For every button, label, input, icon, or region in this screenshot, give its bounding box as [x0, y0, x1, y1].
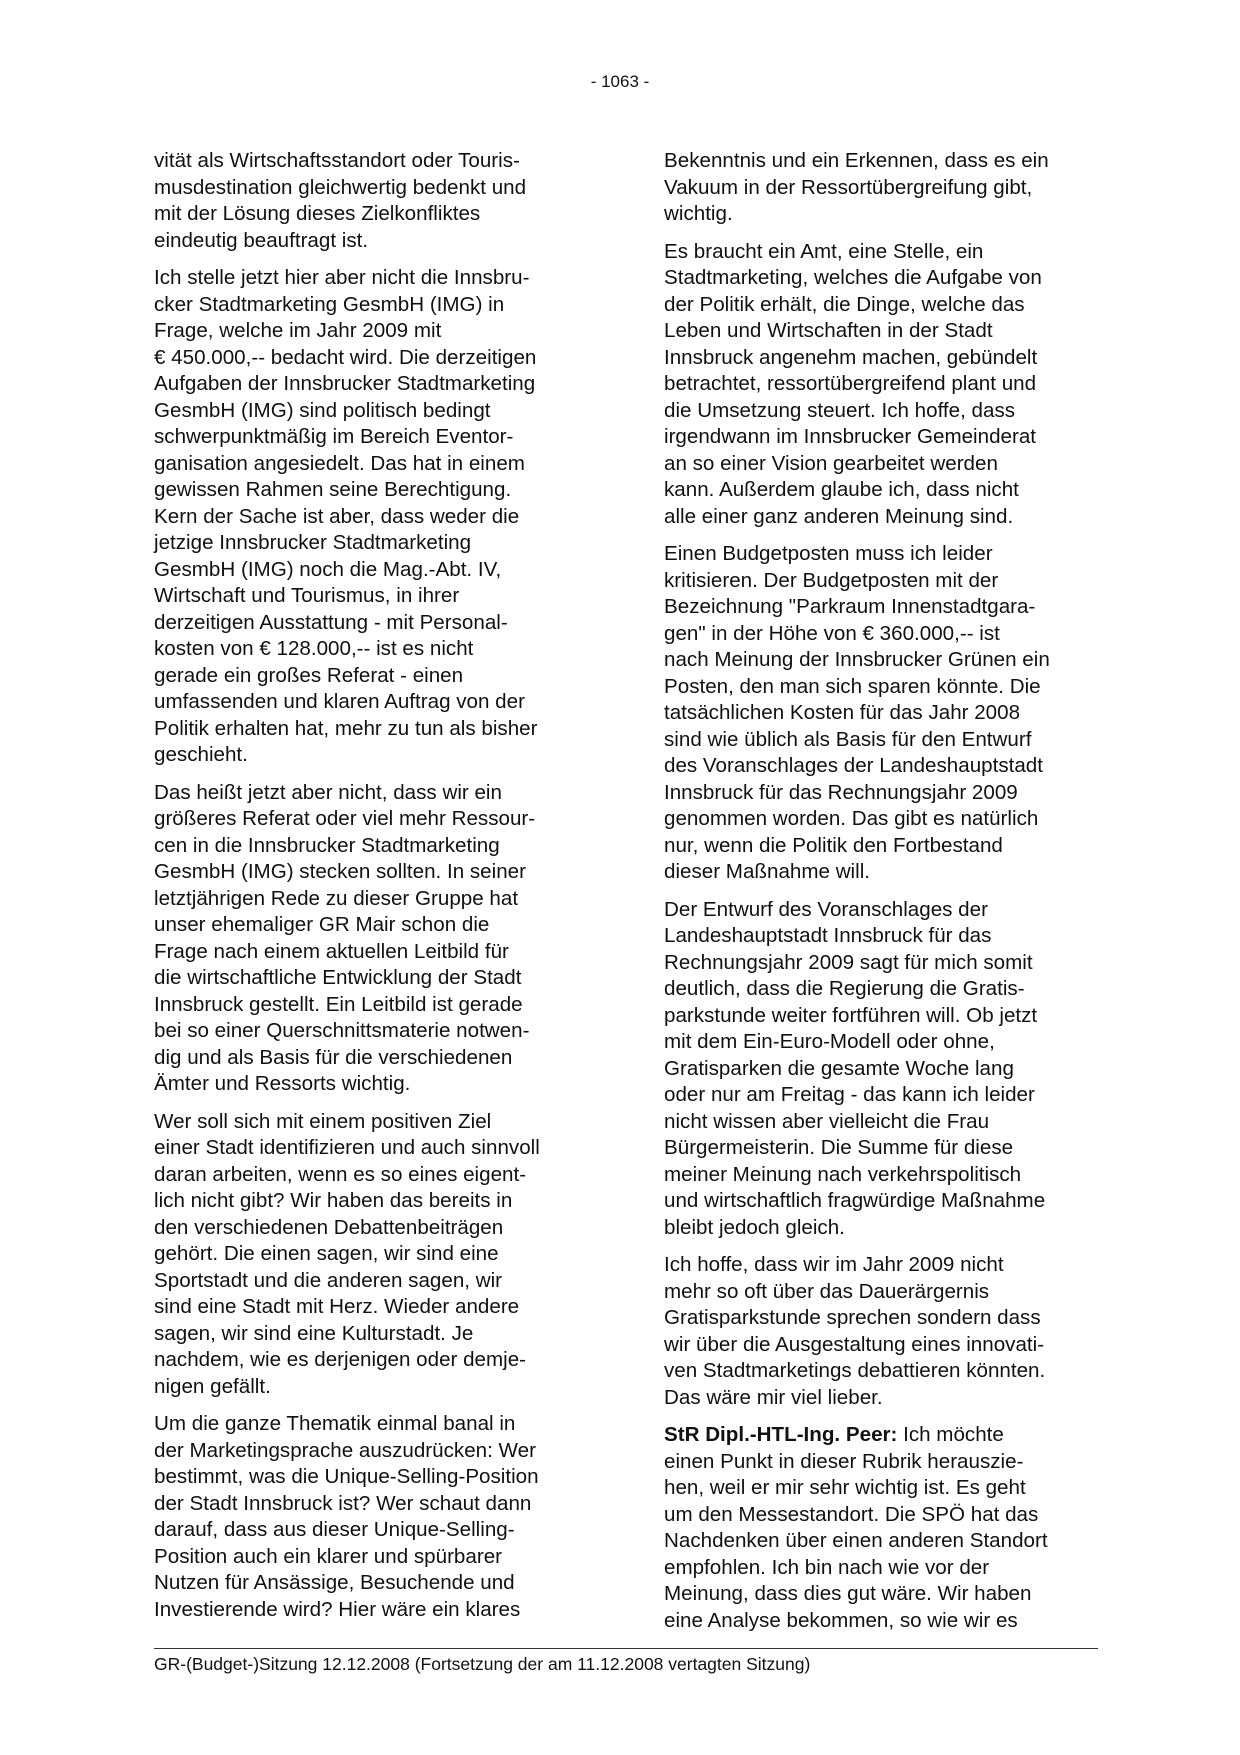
text-line: daran arbeiten, wenn es so eines eigent-: [154, 1162, 527, 1186]
text-line: genommen worden. Das gibt es natürlich: [664, 807, 1039, 830]
text-line: mit der Lösung dieses Zielkonfliktes: [154, 202, 481, 225]
text-line: vität als Wirtschaftsstandort oder Touris-: [154, 149, 520, 172]
text-line: wir über die Ausgestaltung eines innovati-: [664, 1332, 1045, 1356]
text-line: GesmbH (IMG) sind politisch bedingt: [154, 398, 491, 422]
text-line: Gratisparkstunde sprechen sondern dass: [664, 1306, 1041, 1329]
text-line: nur, wenn die Politik den Fortbestand: [664, 833, 1003, 857]
text-line: Frage, welche im Jahr 2009 mit: [154, 319, 442, 342]
text-line: der Stadt Innsbruck ist? Wer schaut dann: [154, 1491, 532, 1515]
text-line: Nachdenken über einen anderen Standort: [664, 1529, 1048, 1552]
text-line: nigen gefällt.: [154, 1374, 271, 1398]
text-line: Nutzen für Ansässige, Besuchende und: [154, 1571, 515, 1594]
text-line: Ämter und Ressorts wichtig.: [154, 1072, 411, 1095]
text-line: musdestination gleichwertig bedenkt und: [154, 175, 527, 199]
text-line: Ich stelle jetzt hier aber nicht die Innsbru-: [154, 266, 530, 289]
text-line: des Voranschlages der Landeshauptstadt: [664, 754, 1043, 777]
text-line: Wer soll sich mit einem positiven Ziel: [154, 1109, 492, 1133]
text-line: größeres Referat oder viel mehr Ressour-: [154, 807, 536, 830]
text-line: kann. Außerdem glaube ich, dass nicht: [664, 478, 1019, 501]
text-line: Meinung, dass dies gut wäre. Wir haben: [664, 1582, 1032, 1605]
text-line: mehr so oft über das Dauerärgernis: [664, 1279, 990, 1303]
text-line: schwerpunktmäßig im Bereich Eventor-: [154, 425, 514, 448]
paragraph: [154, 780, 590, 1098]
paragraph: [154, 148, 590, 254]
text-line: € 450.000,-- bedacht wird. Die derzeitigen: [154, 345, 537, 369]
text-line: bestimmt, was die Unique-Selling-Position: [154, 1465, 539, 1488]
text-line: dieser Maßnahme will.: [664, 860, 871, 883]
paragraph: [154, 265, 590, 769]
page-number: - 1063 -: [590, 72, 650, 91]
text-line: Innsbruck für das Rechnungsjahr 2009: [664, 780, 1018, 804]
text-line: cker Stadtmarketing GesmbH (IMG) in: [154, 292, 505, 316]
text-line: kritisieren. Der Budgetposten mit der: [664, 568, 999, 592]
text-line: GesmbH (IMG) noch die Mag.-Abt. IV,: [154, 557, 502, 581]
text-line: Gratisparken die gesamte Woche lang: [664, 1056, 1014, 1080]
text-line: Es braucht ein Amt, eine Stelle, ein: [664, 239, 984, 263]
text-line: parkstunde weiter fortführen will. Ob jetzt: [664, 1003, 1038, 1027]
text-line: geschieht.: [154, 743, 248, 766]
paragraph: [664, 148, 1100, 228]
text-line: irgendwann im Innsbrucker Gemeinderat: [664, 425, 1037, 448]
text-line: Position auch ein klarer und spürbarer: [154, 1544, 503, 1568]
text-line: sind eine Stadt mit Herz. Wieder andere: [154, 1295, 520, 1318]
footer-divider: [154, 1648, 1098, 1649]
text-line: Leben und Wirtschaften in der Stadt: [664, 319, 993, 342]
text-line: derzeitigen Ausstattung - mit Personal-: [154, 610, 508, 634]
paragraph: [664, 239, 1100, 531]
text-line: Innsbruck angenehm machen, gebündelt: [664, 345, 1038, 369]
text-line: der Politik erhält, die Dinge, welche das: [664, 292, 1025, 316]
text-line: mit dem Ein-Euro-Modell oder ohne,: [664, 1030, 995, 1053]
text-line: Bürgermeisterin. Die Summe für diese: [664, 1136, 1014, 1159]
paragraph: [664, 541, 1100, 886]
text-line: Bekenntnis und ein Erkennen, dass es ein: [664, 149, 1049, 172]
text-line: empfohlen. Ich bin nach wie vor der: [664, 1555, 990, 1579]
text-line: eindeutig beauftragt ist.: [154, 228, 369, 252]
text-line: unser ehemaliger GR Mair schon die: [154, 913, 490, 936]
text-line: nicht wissen aber vielleicht die Frau: [664, 1109, 990, 1133]
text-line: cen in die Innsbrucker Stadtmarketing: [154, 833, 500, 857]
footer-text: GR-(Budget-)Sitzung 12.12.2008 (Fortsetzung der am 11.12.2008 vertagten Sitzung): [154, 1654, 811, 1674]
text-line: um den Messestandort. Die SPÖ hat das: [664, 1502, 1039, 1526]
text-line: Das wäre mir viel lieber.: [664, 1385, 883, 1409]
text-line: Politik erhalten hat, mehr zu tun als bisher: [154, 716, 538, 740]
speaker-paragraph: [664, 1422, 1100, 1634]
text-line: gen" in der Höhe von € 360.000,-- ist: [664, 621, 1000, 645]
text-line: einen Punkt in dieser Rubrik herauszie-: [664, 1449, 1024, 1473]
text-line: GesmbH (IMG) stecken sollten. In seiner: [154, 860, 526, 883]
text-line: und wirtschaftlich fragwürdige Maßnahme: [664, 1189, 1046, 1212]
text-line: Investierende wird? Hier wäre ein klares: [154, 1597, 521, 1621]
speaker-first-line-text: Ich möchte: [897, 1423, 1004, 1446]
text-line: alle einer ganz anderen Meinung sind.: [664, 504, 1014, 528]
left-column: [154, 148, 590, 1634]
text-line: nach Meinung der Innsbrucker Grünen ein: [664, 648, 1050, 671]
text-line: oder nur am Freitag - das kann ich leider: [664, 1083, 1035, 1106]
text-line: Frage nach einem aktuellen Leitbild für: [154, 939, 509, 963]
text-line: lich nicht gibt? Wir haben das bereits in: [154, 1189, 513, 1212]
text-line: letztjährigen Rede zu dieser Gruppe hat: [154, 886, 519, 910]
text-line: ganisation angesiedelt. Das hat in einem: [154, 451, 525, 475]
text-line: bleibt jedoch gleich.: [664, 1215, 845, 1239]
text-line: an so einer Vision gearbeitet werden: [664, 451, 998, 475]
paragraph: [664, 1252, 1100, 1411]
text-line: Der Entwurf des Voranschlages der: [664, 897, 988, 921]
text-line: Einen Budgetposten muss ich leider: [664, 542, 993, 565]
text-line: Vakuum in der Ressortübergreifung gibt,: [664, 175, 1033, 199]
text-line: einer Stadt identifizieren und auch sinnvoll: [154, 1136, 540, 1159]
text-line: ven Stadtmarketings debattieren könnten.: [664, 1359, 1046, 1382]
text-line: gewissen Rahmen seine Berechtigung.: [154, 478, 512, 501]
text-line: Kern der Sache ist aber, dass weder die: [154, 504, 520, 528]
right-column: [664, 148, 1100, 1645]
text-line: der Marketingsprache auszudrücken: Wer: [154, 1438, 536, 1462]
text-line: die wirtschaftliche Entwicklung der Stadt: [154, 966, 522, 989]
text-line: Das heißt jetzt aber nicht, dass wir ein: [154, 780, 502, 804]
paragraph: [154, 1411, 590, 1623]
text-line: Landeshauptstadt Innsbruck für das: [664, 924, 992, 947]
text-line: Bezeichnung "Parkraum Innenstadtgara-: [664, 595, 1036, 618]
text-line: tatsächlichen Kosten für das Jahr 2008: [664, 701, 1021, 724]
text-line: umfassenden und klaren Auftrag von der: [154, 690, 525, 713]
text-line: gerade ein großes Referat - einen: [154, 663, 464, 687]
text-line: Innsbruck gestellt. Ein Leitbild ist gerade: [154, 992, 523, 1016]
text-line: betrachtet, ressortübergreifend plant und: [664, 372, 1037, 395]
text-line: sagen, wir sind eine Kulturstadt. Je: [154, 1321, 474, 1345]
text-line: eine Analyse bekommen, so wie wir es: [664, 1608, 1018, 1632]
text-line: dig und als Basis für die verschiedenen: [154, 1045, 513, 1069]
speaker-name: StR Dipl.-HTL-Ing. Peer:: [664, 1423, 898, 1446]
text-line: Sportstadt und die anderen sagen, wir: [154, 1268, 503, 1292]
speaker-first-line: [664, 1422, 1100, 1449]
text-line: Um die ganze Thematik einmal banal in: [154, 1412, 516, 1435]
text-line: gehört. Die einen sagen, wir sind eine: [154, 1242, 499, 1265]
text-line: Ich hoffe, dass wir im Jahr 2009 nicht: [664, 1253, 1004, 1276]
text-line: sind wie üblich als Basis für den Entwurf: [664, 727, 1032, 751]
text-line: den verschiedenen Debattenbeiträgen: [154, 1215, 504, 1239]
text-line: hen, weil er mir sehr wichtig ist. Es geht: [664, 1476, 1026, 1499]
text-line: kosten von € 128.000,-- ist es nicht: [154, 637, 474, 660]
text-line: meiner Meinung nach verkehrspolitisch: [664, 1162, 1022, 1186]
text-line: Posten, den man sich sparen könnte. Die: [664, 674, 1041, 698]
paragraph: [154, 1109, 590, 1401]
text-line: Stadtmarketing, welches die Aufgabe von: [664, 266, 1042, 289]
text-line: deutlich, dass die Regierung die Gratis-: [664, 977, 1025, 1000]
text-line: nachdem, wie es derjenigen oder demje-: [154, 1348, 527, 1371]
text-line: darauf, dass aus dieser Unique-Selling-: [154, 1518, 515, 1541]
text-line: Rechnungsjahr 2009 sagt für mich somit: [664, 950, 1033, 974]
text-line: bei so einer Querschnittsmaterie notwen-: [154, 1019, 530, 1042]
paragraph: [664, 897, 1100, 1242]
text-line: Wirtschaft und Tourismus, in ihrer: [154, 584, 460, 607]
text-line: wichtig.: [664, 202, 733, 225]
text-line: die Umsetzung steuert. Ich hoffe, dass: [664, 398, 1016, 422]
text-line: Aufgaben der Innsbrucker Stadtmarketing: [154, 372, 536, 395]
text-line: jetzige Innsbrucker Stadtmarketing: [154, 531, 472, 554]
